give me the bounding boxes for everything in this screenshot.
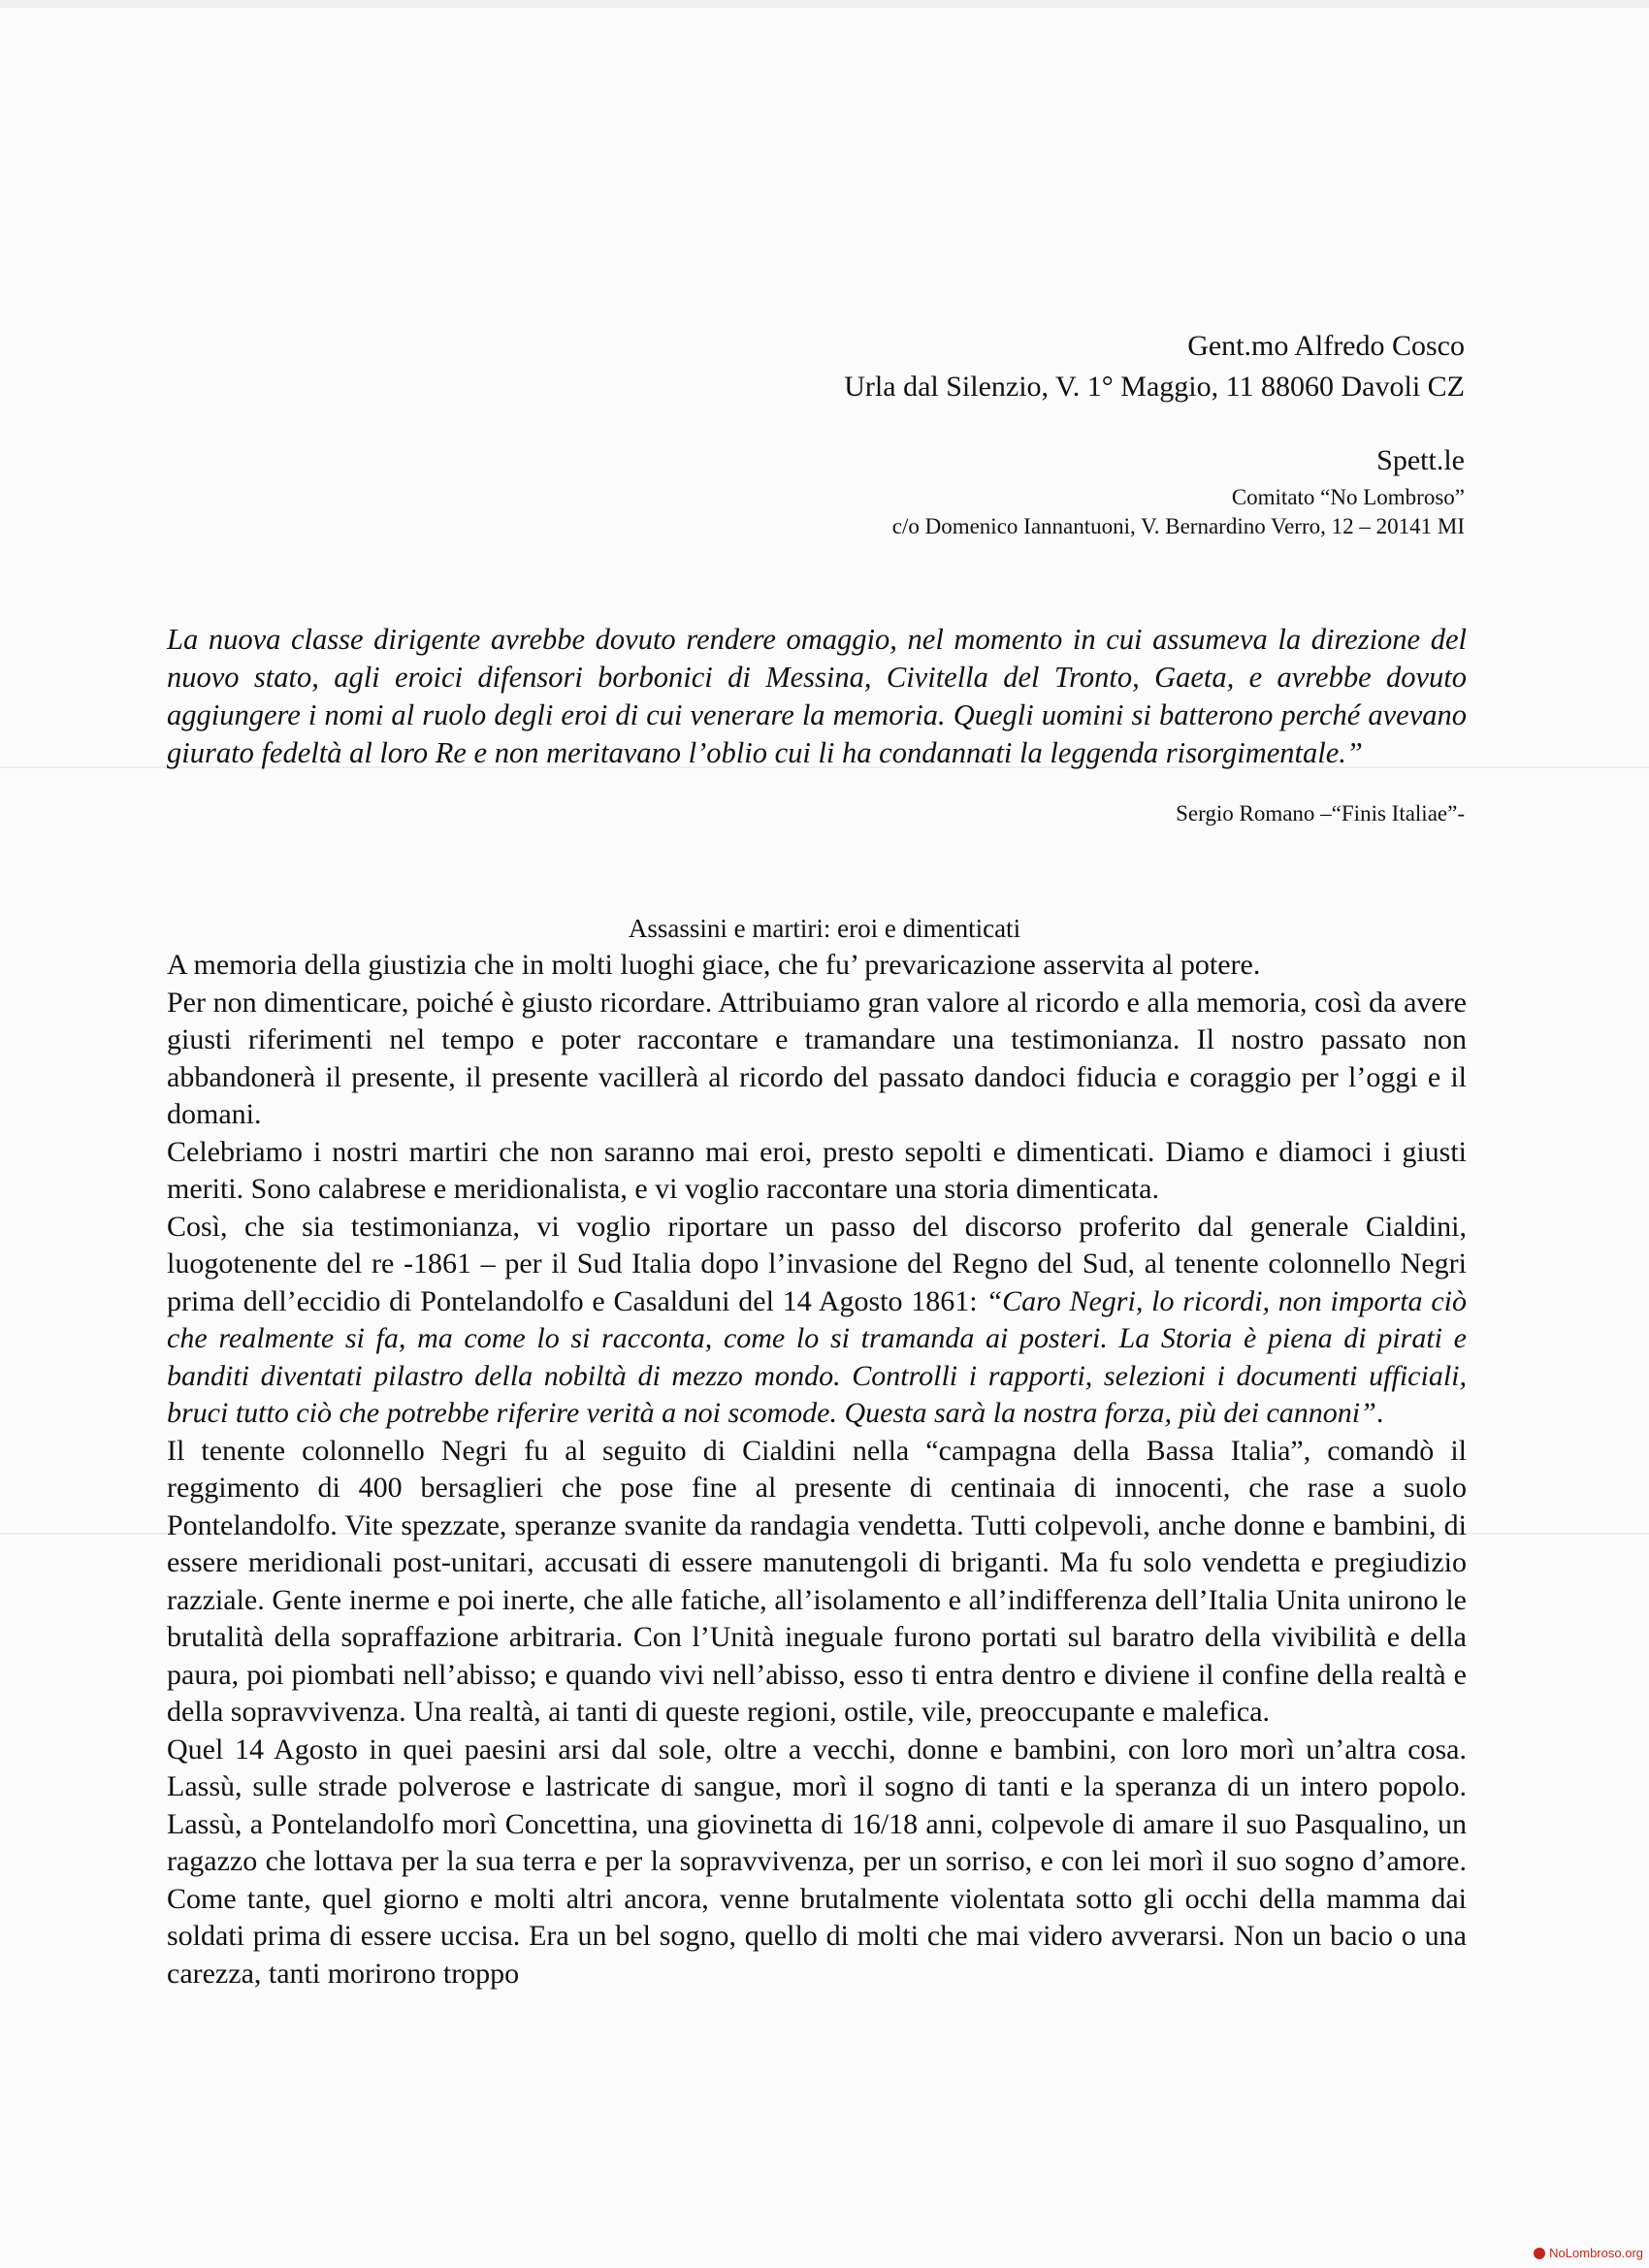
cialdini-quote: “Caro Negri, lo ricordi, non importa ciò che realmente si fa, ma come lo si racconta, come lo si tramanda ai posteri. La Storia è piena di pirati e banditi diventati pilastro della nobiltà di mezzo mondo. Controlli i rapporti, selezioni i documenti ufficiali, bruci tutto ciò che potrebbe riferire verità a noi scomode. Questa sarà la nostra forza, più dei cannoni” bbox=[167, 1284, 1467, 1429]
watermark-text: NoLombroso.org bbox=[1549, 2246, 1643, 2260]
paragraph-cialdini bbox=[167, 1209, 1467, 1433]
epigraph-quote: La nuova classe dirigente avrebbe dovuto rendere omaggio, nel momento in cui assumeva la direzione del nuovo stato, agli eroici difensori borbonici di Messina, Civitella del Tronto, Gaeta, e avrebbe dovuto aggiungere i nomi al ruolo degli eroi di cui venerare la memoria. Quegli uomini si batterono perché avevano giurato fedeltà al loro Re e non meritavano l’oblio cui li ha condannati la leggenda risorgimentale.” bbox=[167, 623, 1467, 769]
paragraph-end: . bbox=[1375, 1397, 1384, 1429]
recipient-address: Urla dal Silenzio, V. 1° Maggio, 11 88060 Davoli CZ bbox=[844, 371, 1465, 403]
paragraph: A memoria della giustizia che in molti luoghi giace, che fu’ prevaricazione asservita al potere. bbox=[167, 949, 1261, 981]
recipient-name: Gent.mo Alfredo Cosco bbox=[1187, 330, 1465, 362]
logo-icon bbox=[1534, 2248, 1545, 2259]
paragraph: Per non dimenticare, poiché è giusto ricordare. Attribuiamo gran valore al ricordo e alla memoria, così da avere giusti riferimenti nel tempo e poter raccontare e tramandare una testimonianza. Il nostro passato non abbandonerà il presente, il presente vacillerà al ricordo del passato dandoci fiducia e coraggio per l’oggi e il domani. bbox=[167, 986, 1467, 1130]
paragraph: Quel 14 Agosto in quei paesini arsi dal sole, oltre a vecchi, donne e bambini, con loro morì un’altra cosa. Lassù, sulle strade polverose e lastricate di sangue, morì il sogno di tanti e la speranza di un intero popolo. Lassù, a Pontelandolfo morì Concettina, una giovinetta di 16/18 anni, colpevole di amare il suo Pasqualino, un ragazzo che lottava per la sua terra e per la sopravvivenza, per un sorriso, e con lei morì il suo sogno d’amore. Come tante, quel giorno e molti altri ancora, venne brutalmente violentata sotto gli occhi della mamma dai soldati prima di essere uccisa. Era un bel sogno, quello di molti che mai videro avverarsi. Non un bacio o una carezza, tanti morirono troppo bbox=[167, 1733, 1467, 1990]
site-watermark bbox=[1534, 2246, 1643, 2260]
article-title: Assassini e martiri: eroi e dimenticati bbox=[628, 914, 1021, 943]
scan-top-edge bbox=[0, 0, 1649, 8]
paragraph-intro: Così, che sia testimonianza, vi voglio riportare un passo del discorso proferito dal generale Cialdini, luogotenente del re -1861 – per il Sud Italia dopo l’invasione del Regno del Sud, al tenente colonnello Negri prima dell’eccidio di Pontelandolfo e Casalduni del 14 Agosto 1861: bbox=[167, 1210, 1467, 1317]
addressee-name: Comitato “No Lombroso” bbox=[1231, 485, 1465, 509]
epigraph-source: Sergio Romano –“Finis Italiae”- bbox=[1176, 801, 1465, 826]
article-body bbox=[167, 947, 1467, 1993]
paragraph: Celebriamo i nostri martiri che non saranno mai eroi, presto sepolti e dimenticati. Diamo e diamoci i giusti meriti. Sono calabrese e meridionalista, e vi voglio raccontare una storia dimenticata. bbox=[167, 1135, 1467, 1205]
addressee-address: c/o Domenico Iannantuoni, V. Bernardino Verro, 12 – 20141 MI bbox=[891, 514, 1465, 538]
addressee-salutation: Spett.le bbox=[1376, 444, 1465, 476]
paragraph: Il tenente colonnello Negri fu al seguito di Cialdini nella “campagna della Bassa Italia”, comandò il reggimento di 400 bersaglieri che pose fine al presente di centinaia di innocenti, che rase a suolo Pontelandolfo. Vite spezzate, speranze svanite da randagia vendetta. Tutti colpevoli, anche donne e bambini, di essere meridionali post-unitari, accusati di essere manutengoli di briganti. Ma fu solo vendetta e pregiudizio razziale. Gente inerme e poi inerte, che alle fatiche, all’isolamento e all’indifferenza dell’Italia Unita unirono le brutalità della sopraffazione arbitraria. Con l’Unità ineguale furono portati sul baratro della vivibilità e della paura, poi piombati nell’abisso; e quando vivi nell’abisso, esso ti entra dentro e diviene il confine della realtà e della sopravvivenza. Una realtà, ai tanti di queste regioni, ostile, vile, preoccupante e malefica. bbox=[167, 1434, 1467, 1728]
